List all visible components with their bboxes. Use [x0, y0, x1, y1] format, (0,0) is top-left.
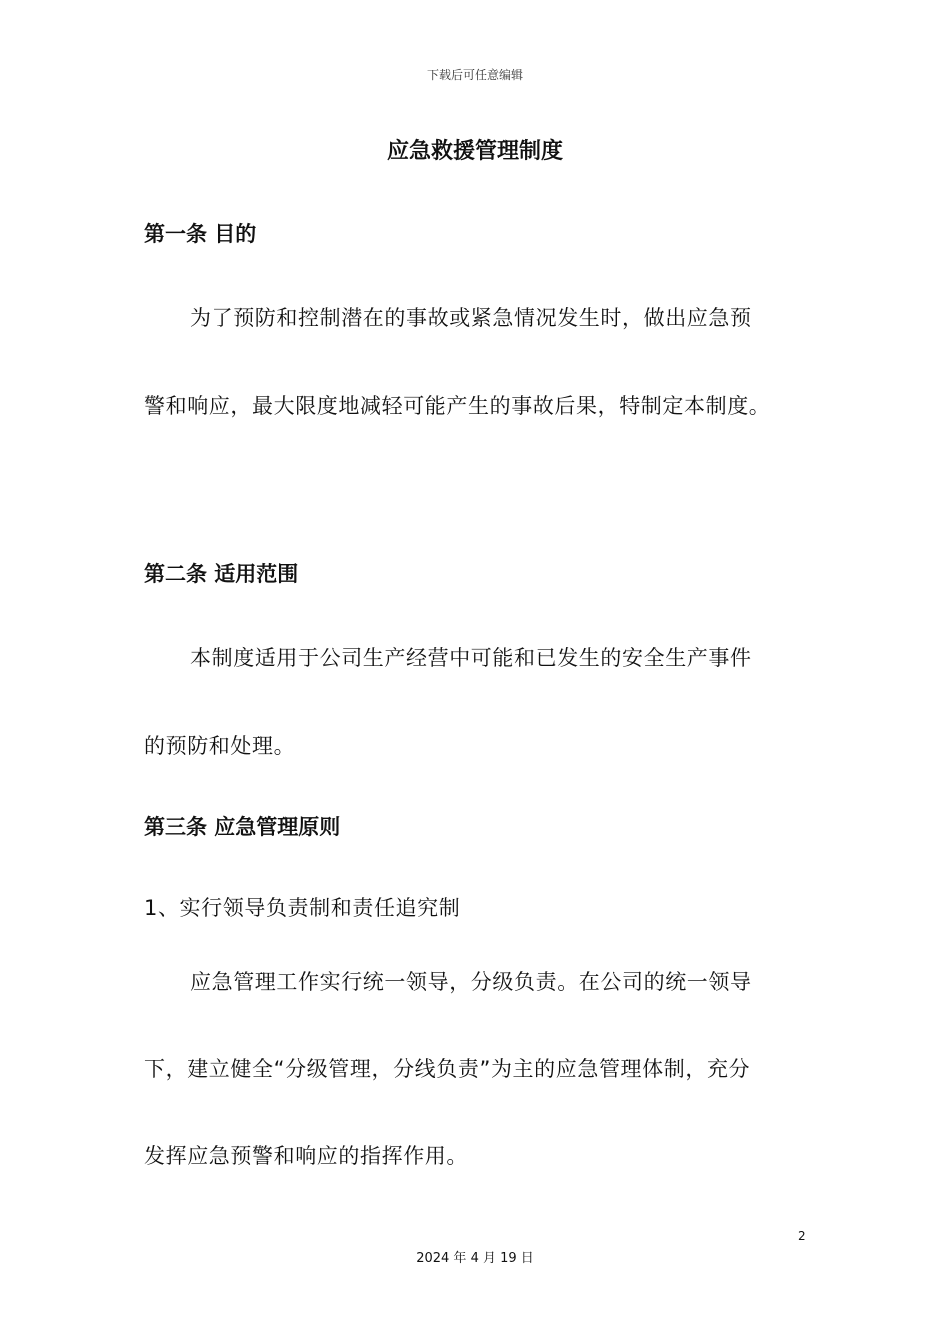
- page-number: 2: [798, 1229, 806, 1243]
- header-note: 下载后可任意编辑: [426, 68, 523, 82]
- section-heading-purpose: 第一条 目的: [144, 222, 257, 246]
- paragraph-line: 应急管理工作实行统一领导，分级负责。在公司的统一领导: [190, 970, 752, 994]
- paragraph-line: 的预防和处理。: [144, 734, 296, 758]
- paragraph-line: 本制度适用于公司生产经营中可能和已发生的安全生产事件: [190, 646, 752, 670]
- paragraph-line: 警和响应，最大限度地减轻可能产生的事故后果，特制定本制度。: [144, 394, 771, 418]
- paragraph-line: 发挥应急预警和响应的指挥作用。: [144, 1144, 468, 1168]
- paragraph-line: 下，建立健全“分级管理，分线负责”为主的应急管理体制，充分: [144, 1057, 751, 1081]
- document-title: 应急救援管理制度: [386, 139, 563, 164]
- paragraph-line: 为了预防和控制潜在的事故或紧急情况发生时，做出应急预: [190, 306, 752, 330]
- footer-date: 2024 年 4 月 19 日: [416, 1251, 534, 1266]
- section-heading-scope: 第二条 适用范围: [144, 562, 299, 586]
- sub-heading: 1、实行领导负责制和责任追究制: [144, 896, 461, 920]
- section-heading-principles: 第三条 应急管理原则: [144, 815, 341, 839]
